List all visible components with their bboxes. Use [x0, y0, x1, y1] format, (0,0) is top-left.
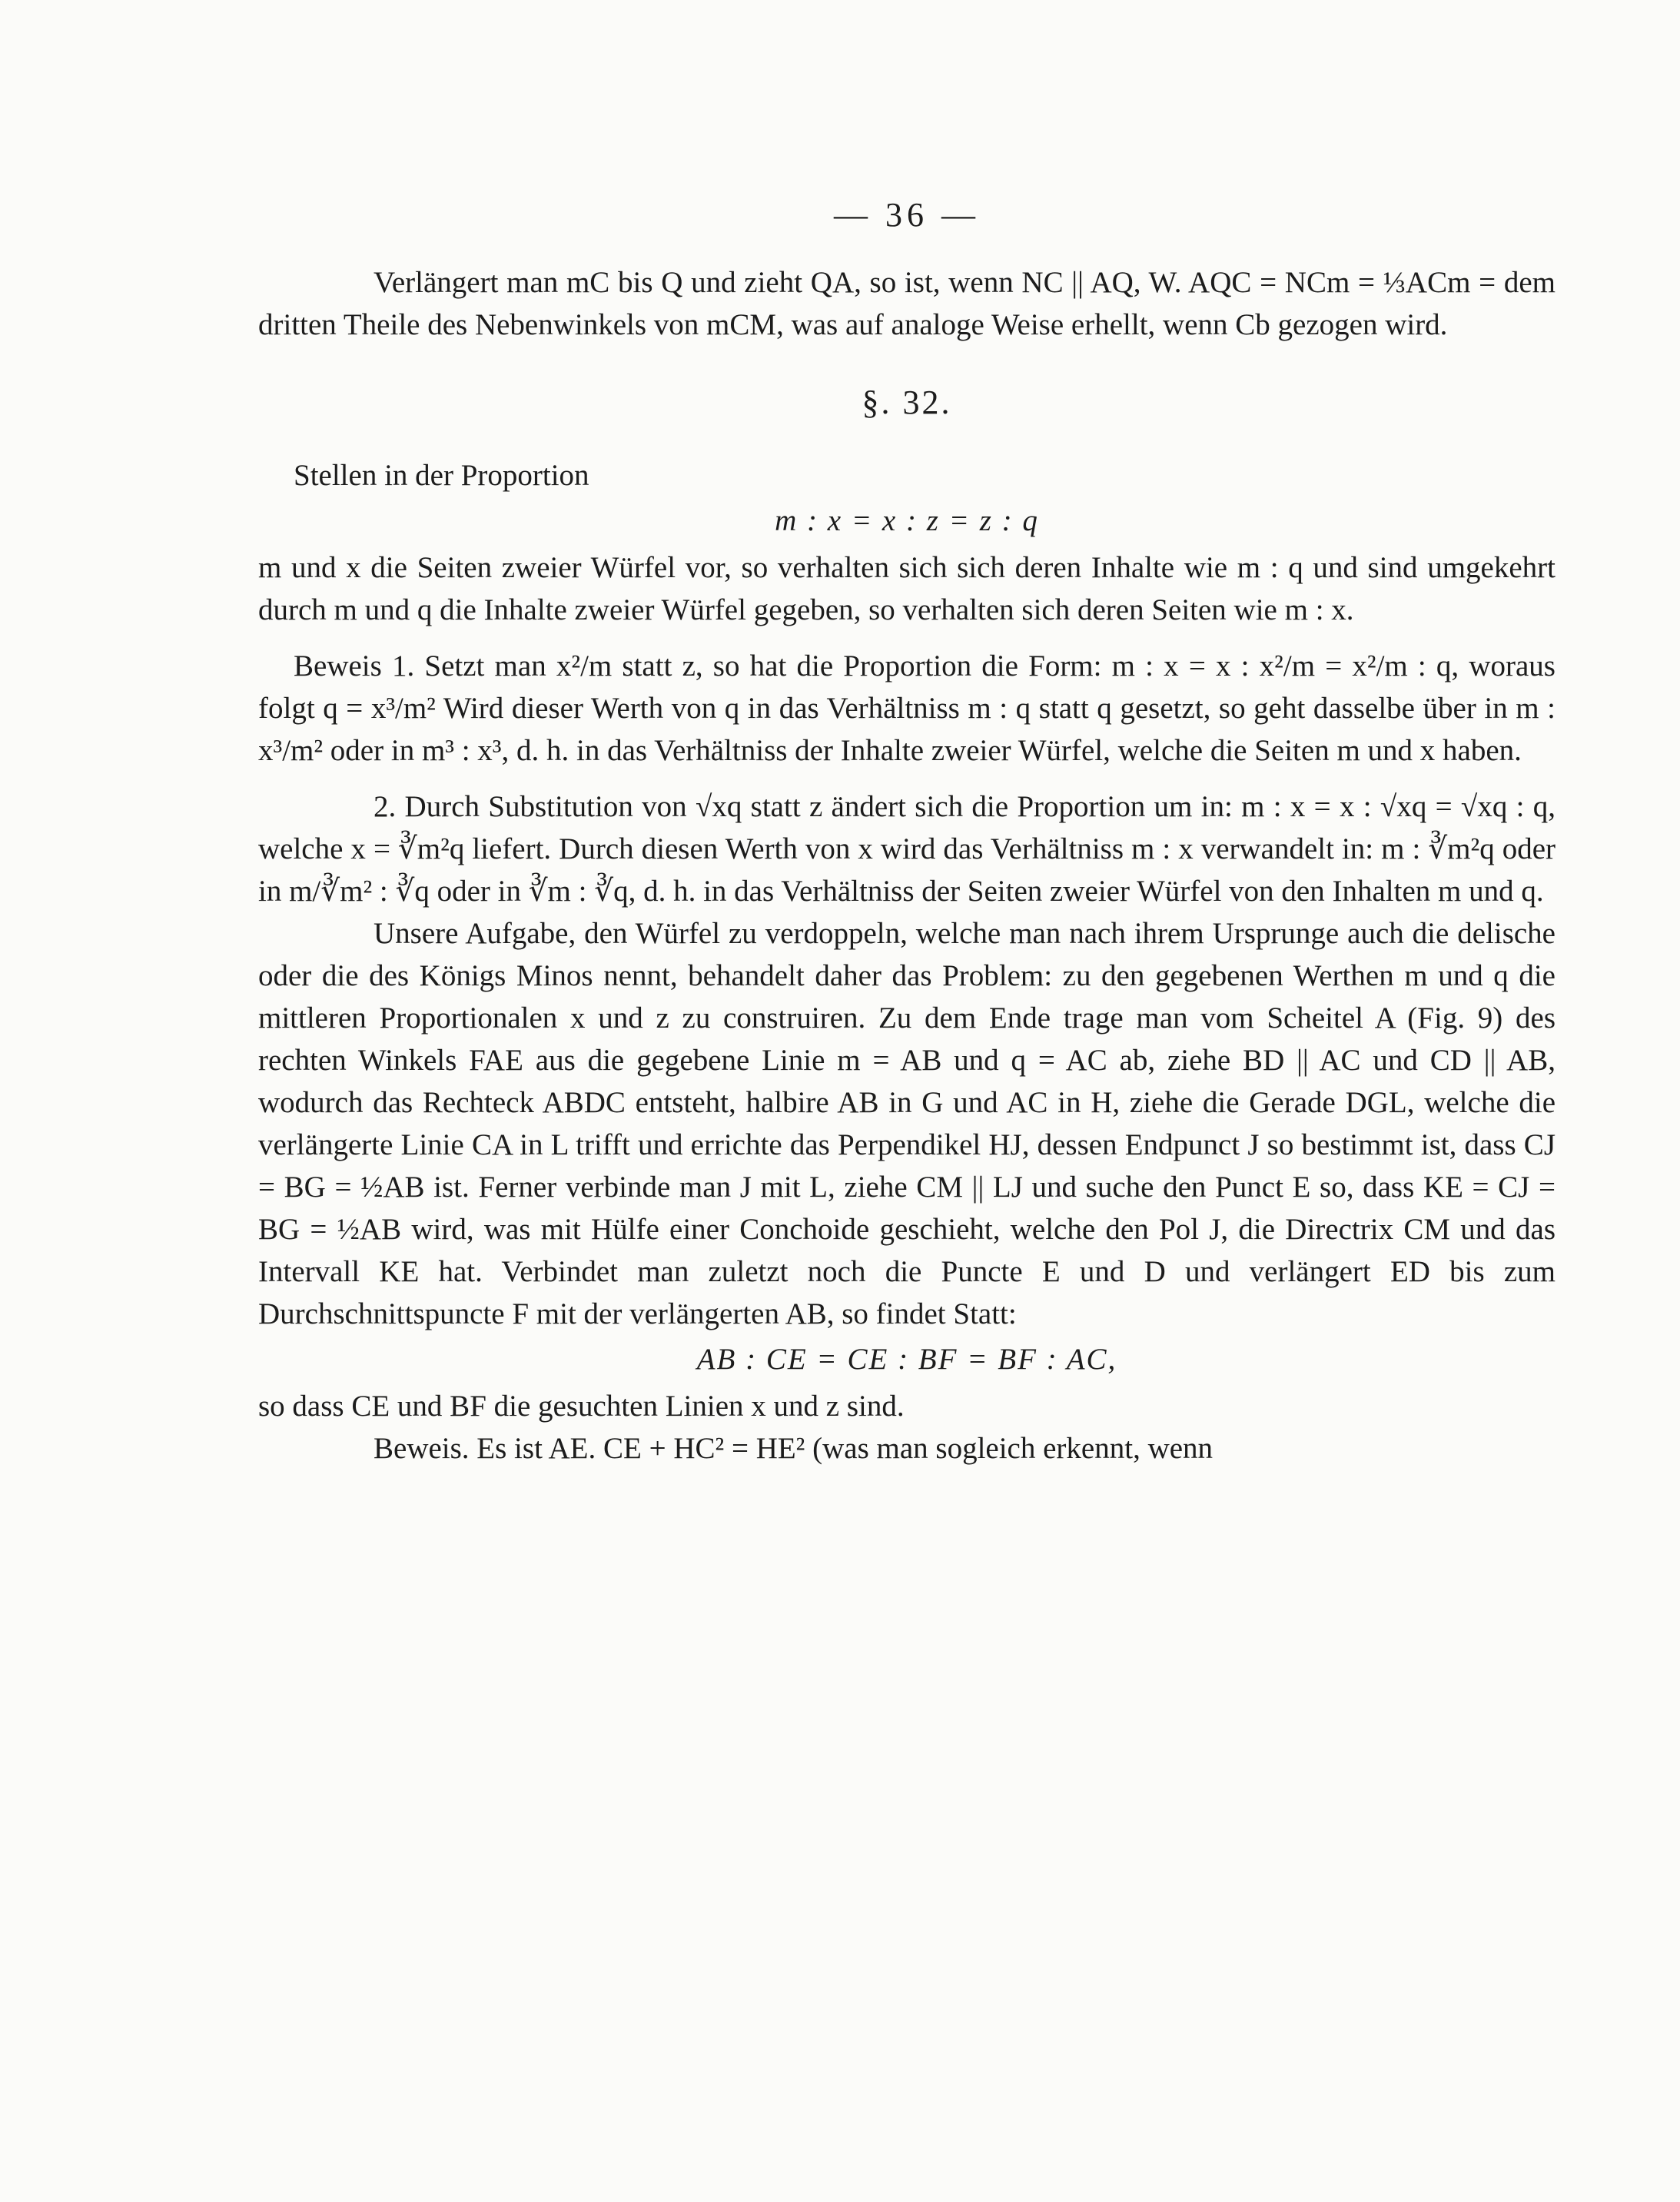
- paragraph-beweis-final: Beweis. Es ist AE. CE + HC² = HE² (was man sogleich erkennt, wenn: [374, 1432, 1214, 1465]
- paragraph-conclusion: so dass CE und BF die gesuchten Linien x und z sind.: [258, 1390, 905, 1423]
- paragraph-proportion-text: m und x die Seiten zweier Würfel vor, so verhalten sich sich deren Inhalte wie m : q und sind umgekehrt durch m und q die Inhalte zweier Würfel gegeben, so verhalten sich deren Seiten wie m : x.: [258, 551, 1555, 626]
- page-number: — 36 —: [834, 196, 980, 234]
- paragraph-beweis-1: Beweis 1. Setzt man x²/m statt z, so hat die Proportion die Form: m : x = x : x²/m = x²/m : q, woraus folgt q = x³/m² Wird dieser Werth von q in das Verhältniss m : q statt q gesetzt, so geht dasselbe über in m : x³/m² oder in m³ : x³, d. h. in das Verhältniss der Inhalte zweier Würfel, welche die Seiten m und x haben.: [258, 649, 1555, 767]
- formula-proportion: m : x = x : z = z : q: [775, 504, 1039, 537]
- formula-result: AB : CE = CE : BF = BF : AC,: [696, 1343, 1117, 1376]
- paragraph-beweis-2: 2. Durch Substitution von √xq statt z ändert sich die Proportion um in: m : x = x : √xq = √xq : q, welche x = ∛m²q liefert. Durch diesen Werth von x wird das Verhältniss m : x verwandelt in: m : ∛m²q oder in m/∛m² : ∛q oder in ∛m : ∛q, d. h. in das Verhältniss der Seiten zweier Würfel von den Inhalten m und q.: [258, 790, 1555, 908]
- paragraph-aufgabe: Unsere Aufgabe, den Würfel zu verdoppeln, welche man nach ihrem Ursprunge auch die delische oder die des Königs Minos nennt, behandelt daher das Problem: zu den gegebenen Werthen m und q die mittleren Proportionalen x und z zu construiren. Zu dem Ende trage man vom Scheitel A (Fig. 9) des rechten Winkels FAE aus die gegebene Linie m = AB und q = AC ab, ziehe BD || AC und CD || AB, wodurch das Rechteck ABDC entsteht, halbire AB in G und AC in H, ziehe die Gerade DGL, welche die verlängerte Linie CA in L trifft und errichte das Perpendikel HJ, dessen Endpunct J so bestimmt ist, dass CJ = BG = ½AB ist. Ferner verbinde man J mit L, ziehe CM || LJ und suche den Punct E so, dass KE = CJ = BG = ½AB wird, was mit Hülfe einer Conchoide geschieht, welche den Pol J, die Directrix CM und das Intervall KE hat. Verbindet man zuletzt noch die Puncte E und D und verlängert ED bis zum Durchschnittspuncte F mit der verlängerten AB, so findet Statt:: [258, 917, 1555, 1330]
- page-content: [258, 192, 1555, 1470]
- paragraph-proportion-lead: Stellen in der Proportion: [294, 459, 589, 492]
- paragraph-intro: Verlängert man mC bis Q und zieht QA, so ist, wenn NC || AQ, W. AQC = NCm = ⅓ACm = dem dritten Theile des Nebenwinkels von mCM, was auf analoge Weise erhellt, wenn Cb gezogen wird.: [258, 266, 1555, 341]
- section-heading: §. 32.: [862, 384, 952, 421]
